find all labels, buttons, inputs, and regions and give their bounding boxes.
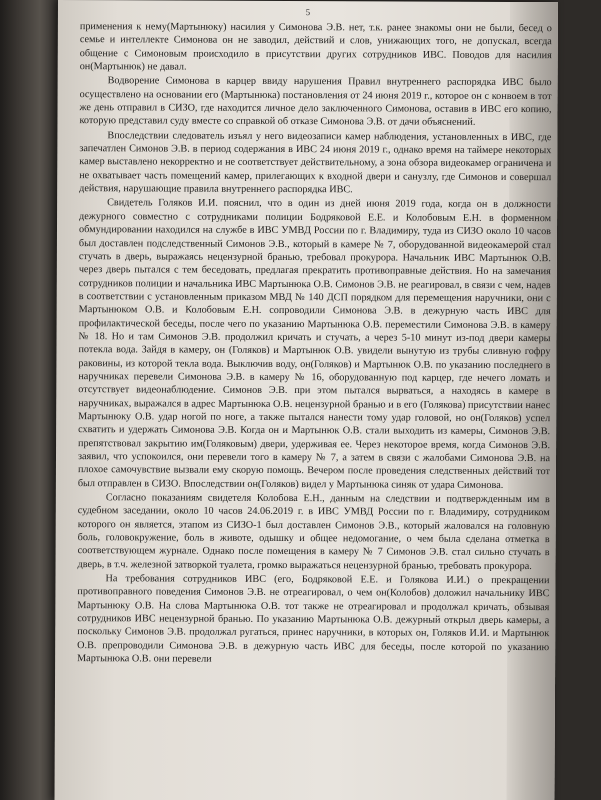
paragraph-3: Впоследствии следователь изъял у него видеозаписи камер наблюдения, установленных в ИВС, где запечатлен Симонов Э.В. в период содержания в ИВС 24 июня 2019 г., однако время на таймере некоторых камер выставлено некорректно и не соответствует действительному, а зона обзора видеокамер ограничена и не охватывает часть помещений камер, прилегающих к входной двери и санузлу, где Симонов и совершал действия, нарушающие правила внутреннего распорядка ИВС.: [79, 129, 552, 196]
paragraph-5: Согласно показаниям свидетеля Колобова Е.Н., данным на следствии и подтвержденным им в судебном заседании, около 10 часов 24.06.2019 г. в ИВС УМВД России по г. Владимиру, сотрудником которого он является, этапом из СИЗО-1 был доставлен Симонов Э.В., который жаловался на головную боль, головокружение, боль в животе, одышку и общее недомогание, о чем была сделана отметка в соответствующем журнале. Однако после помещения в камеру № 7 Симонов Э.В. стал сильно стучать в дверь, в т.ч. железной затворкой туалета, громко выражаться нецензурной бранью, требовать прокурора.: [77, 492, 550, 572]
paragraph-2: Водворение Симонова в карцер ввиду нарушения Правил внутреннего распорядка ИВС было осуществлено на основании его (Мартынюка) постановления от 24 июня 2019 г., которое он с конвоем в тот же день отправил в СИЗО, где находится личное дело заключенного Симонова, оставив в ИВС его копию, которую представил суду вместе со справкой об отказе Симонова Э.В. от дачи объяснений.: [79, 75, 552, 129]
page-number: 5: [305, 7, 311, 18]
paragraph-6: На требования сотрудников ИВС (его, Бодряковой Е.Е. и Голякова И.И.) о прекращении противоправного поведения Симонов Э.В. не отреагировал, о чем он(Колобов) доложил начальнику ИВС Мартынюку О.В. На слова Мартынюка О.В. тот также не отреагировал и продолжал кричать, обзывая сотрудников ИВС нецензурной бранью. По указанию Мартынюка О.В. дежурный открыл дверь камеры, а поскольку Симонов Э.В. продолжал ругаться, принес наручники, в которых он, Голяков И.И. и Мартынюк О.В. препроводили Симонова Э.В. в дежурную часть ИВС для беседы, после которой по указанию Мартынюка О.В. они перевели: [77, 573, 550, 665]
document-page: [55, 0, 558, 800]
paragraph-4: Свидетель Голяков И.И. пояснил, что в один из дней июня 2019 года, когда он в должности дежурного совместно с сотрудниками полиции Бодряковой Е.Е. и Колобовым Е.Н. в форменном обмундировании находился на службе в ИВС УМВД России по г. Владимиру, туда из СИЗО около 10 часов был доставлен подследственный Симонов Э.В., который в камере № 7, оборудованной видеокамерой стал стучать в дверь, выражаясь нецензурной бранью, требовал прокурора. Начальник ИВС Мартынюк О.В. через дверь пытался с тем беседовать, предлагая прекратить противоправные действия. Но на замечания сотрудников полиции и начальника ИВС Мартынюка О.В. Симонов Э.В. не реагировал, в связи с чем, надев в соответствии с установленным приказом МВД № 140 ДСП порядком для перемещения наручники, они с Мартынюком О.В. и Колобовым Е.Н. сопроводили Симонова Э.В. в дежурную часть ИВС для профилактической беседы, после чего по указанию Мартынюка О.В. переместили Симонова Э.В. в камеру № 18. Но и там Симонов Э.В. продолжил кричать и стучать, а через 5-10 минут из-под двери камеры потекла вода. Зайдя в камеру, он (Голяков) и Мартынюк О.В. увидели вынутую из трубы сливную гофру раковины, из которой текла вода. Выключив воду, он(Голяков) и Мартынюк О.В. по указанию последнего в наручниках перевели Симонова Э.В. в камеру № 16, оборудованную под карцер, где нечего ломать и отсутствует видеонаблюдение. Симонов Э.В. при этом пытался вырваться, а находясь в камере в наручниках, выражался в адрес Мартынюка О.В. нецензурной бранью и в его (Голякова) присутствии нанес Мартынюку О.В. удар ногой по ноге, а также пытался нанести тому удар головой, но он(Голяков) успел схватить и удержать Симонова Э.В. Когда он и Мартынюк О.В. стали выходить из камеры, Симонов Э.В. препятствовал закрытию им(Голяковым) двери, удерживая ее. Через некоторое время, когда Симонов Э.В. заявил, что успокоился, они перевели того в камеру № 7, а затем в связи с жалобами Симонова Э.В. на плохое самочувствие вызвали ему скорую помощь. Вечером после проведения следственных действий тот был отправлен в СИЗО. Впоследствии он(Голяков) видел у Мартынюка синяк от удара Симонова.: [77, 197, 552, 491]
paragraph-1: применения к нему(Мартынюку) насилия у Симонова Э.В. нет, т.к. ранее знакомы они не были, бесед о семье и интеллекте Симонова он не заводил, действий и слов, унижающих того, не допускал, всегда общение с Симоновым происходило в присутствии других сотрудников ИВС. Поводов для насилия он(Мартынюк) не давал.: [79, 21, 552, 73]
document-body: [77, 20, 552, 669]
